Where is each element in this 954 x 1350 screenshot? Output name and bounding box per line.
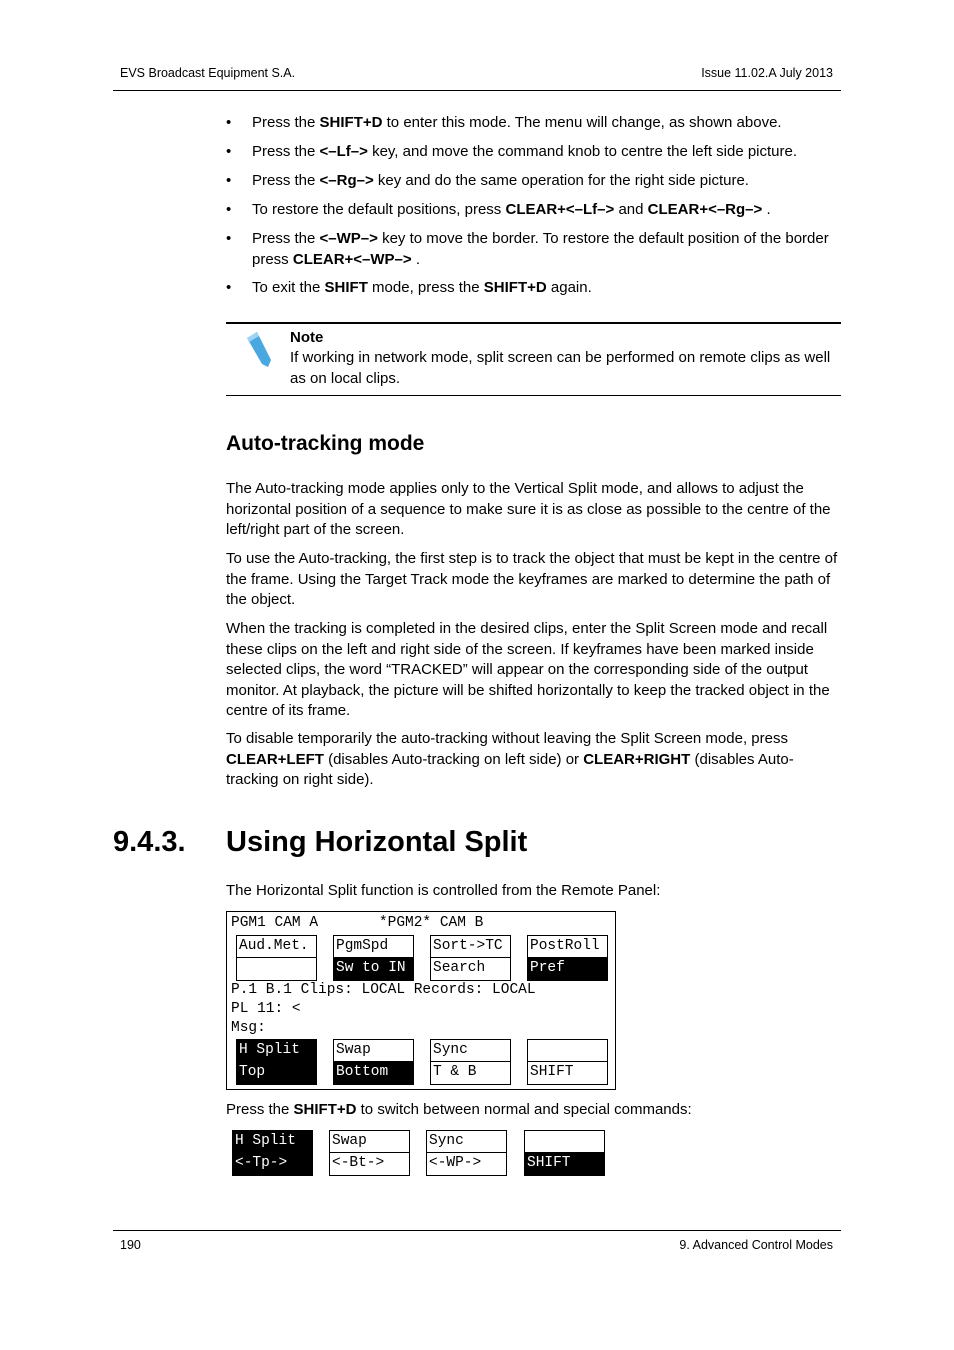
page-number: 190 [120, 1238, 141, 1252]
key-bottom-label [237, 958, 316, 980]
key-bottom-label: <-Bt-> [332, 1155, 385, 1171]
key-bottom-label: Search [433, 960, 486, 976]
key-top-label [525, 1131, 604, 1153]
key-top-label: Swap [334, 1040, 413, 1062]
panel-key[interactable] [333, 1039, 414, 1085]
note-bottom-rule [226, 395, 841, 396]
intro-text: The Horizontal Split function is controlled from the Remote Panel: [226, 882, 661, 899]
key-top-label: H Split [233, 1131, 312, 1153]
paragraph: To use the Auto-tracking, the first step is to track the object that must be kept in the centre of the frame. Using the Target Track mode the keyframes are marked to determine the path of the object. [226, 550, 838, 608]
key-bottom-label: Top [237, 1062, 316, 1084]
remote-panel-display [226, 911, 616, 1090]
panel-key[interactable] [524, 1130, 605, 1176]
key-bottom-label: Bottom [334, 1062, 413, 1084]
header-issue: Issue 11.02.A July 2013 [701, 66, 833, 80]
key-bottom-label: SHIFT [530, 1064, 574, 1080]
bullet-text: Press the <–Lf–> key, and move the command knob to centre the left side picture. [252, 143, 798, 160]
paragraph: To disable temporarily the auto-tracking without leaving the Split Screen mode, press CLEAR+LEFT (disables Auto-tracking on left side) or CLEAR+RIGHT (disables Auto-tracking on right side). [226, 730, 794, 788]
header-company: EVS Broadcast Equipment S.A. [120, 66, 296, 80]
panel-key[interactable] [333, 935, 414, 981]
note-text: If working in network mode, split screen can be performed on remote clips as well as on local clips. [290, 349, 831, 387]
panel-key[interactable] [232, 1130, 313, 1176]
panel-line: PL 11: < [231, 1001, 301, 1017]
key-bottom-label: Sw to IN [334, 958, 413, 980]
key-bottom-label: Pref [528, 958, 607, 980]
panel-key[interactable] [236, 935, 317, 981]
panel-key[interactable] [329, 1130, 410, 1176]
key-top-label: Swap [330, 1131, 409, 1153]
paragraph: When the tracking is completed in the desired clips, enter the Split Screen mode and recall these clips on the left and right side of the screen. If keyframes have been marked inside selected clips, the word “TRACKED” will appear on the corresponding side of the output monitor. At playback, the picture will be shifted horizontally to keep the tracked object in the centre of its frame. [226, 620, 830, 719]
panel-key[interactable] [426, 1130, 507, 1176]
key-top-label: Sync [431, 1040, 510, 1062]
subsection-title: Auto-tracking mode [226, 432, 425, 455]
key-top-label [528, 1040, 607, 1062]
panel-key[interactable] [236, 1039, 317, 1085]
panel-key[interactable] [527, 1039, 608, 1085]
shift-text: Press the SHIFT+D to switch between normal and special commands: [226, 1101, 692, 1118]
key-top-label: Sync [427, 1131, 506, 1153]
key-bottom-label: <-WP-> [429, 1155, 482, 1171]
panel-key[interactable] [527, 935, 608, 981]
key-top-label: H Split [237, 1040, 316, 1062]
panel-key[interactable] [430, 1039, 511, 1085]
paragraph: The Auto-tracking mode applies only to the Vertical Split mode, and allows to adjust the horizontal position of a sequence to make sure it is as close as possible to the centre of the left/right part of the screen. [226, 480, 831, 538]
panel-line: PGM1 CAM A *PGM2* CAM B [231, 915, 484, 931]
header-rule [113, 90, 841, 91]
panel-line: P.1 B.1 Clips: LOCAL Records: LOCAL [231, 982, 536, 998]
panel-key[interactable] [430, 935, 511, 981]
bullet-text: Press the <–Rg–> key and do the same operation for the right side picture. [252, 172, 749, 189]
key-top-label: PgmSpd [334, 936, 413, 958]
section-number: 9.4.3. [113, 826, 186, 858]
key-bottom-label: SHIFT [525, 1153, 604, 1175]
panel-line: Msg: [231, 1020, 266, 1036]
pencil-icon [244, 330, 274, 368]
bullet-text: Press the <–WP–> key to move the border. To restore the default position of the border press CLEAR+<–WP–> . [252, 230, 829, 268]
bullet-text: To restore the default positions, press CLEAR+<–Lf–> and CLEAR+<–Rg–> . [252, 201, 771, 218]
section-title: Using Horizontal Split [226, 826, 528, 858]
key-bottom-label: T & B [433, 1064, 477, 1080]
bullet-text: To exit the SHIFT mode, press the SHIFT+D again. [252, 279, 592, 296]
footer-chapter: 9. Advanced Control Modes [679, 1238, 833, 1252]
key-bottom-label: <-Tp-> [233, 1153, 312, 1175]
note-top-rule [226, 322, 841, 324]
key-top-label: Aud.Met. [237, 936, 316, 958]
key-top-label: PostRoll [528, 936, 607, 958]
key-top-label: Sort->TC [431, 936, 510, 958]
footer-rule [113, 1230, 841, 1231]
note-title: Note [290, 329, 324, 346]
bullet-text: Press the SHIFT+D to enter this mode. The menu will change, as shown above. [252, 114, 782, 131]
